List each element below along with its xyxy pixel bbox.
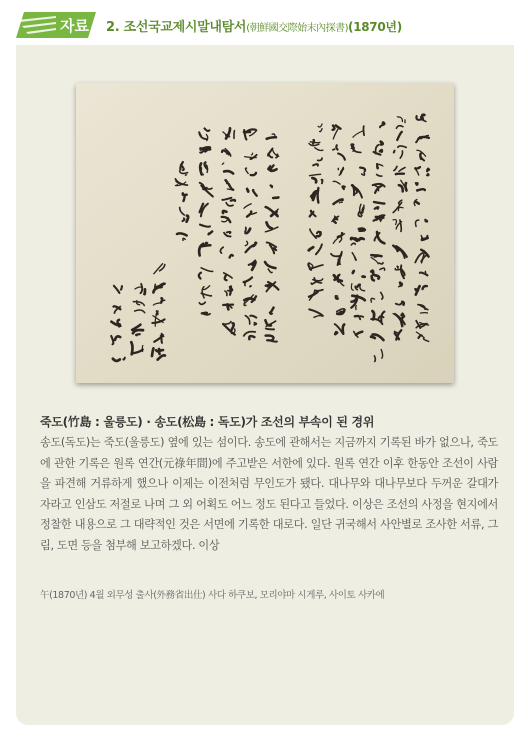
ink-character xyxy=(336,296,338,300)
title-main: 2. 조선국교제시말내탐서 xyxy=(106,20,247,35)
manuscript-image xyxy=(76,83,454,383)
section-title xyxy=(106,16,402,35)
title-hanja: (朝鮮國交際始末內探書) xyxy=(246,23,349,34)
caption-body: 송도(독도)는 죽도(울릉도) 옆에 있는 섬이다. 송도에 관해서는 지금까지 기록된 바가 없으나, 죽도에 관한 기록은 원록 연간(元祿年間)에 주고받은 서한에 있다. 원록 연간 이후 한동안 조선이 사람을 파견해 거류하게 했으나 이제는 이전처럼 무인도가 됐다. 대나무와 대나무보다 두꺼운 갈대가 자라고 인삼도 저절로 나며 그 외 어획도 어느 정도 된다고 들었다. 이상은 조선의 사정을 현지에서 정찰한 내용으로 그 대략적인 것은 서면에 기록한 대로다. 일단 귀국해서 사안별로 조사한 서류, 그림, 도면 등을 첨부해 보고하겠다. 이상 xyxy=(40,436,498,552)
title-year: (1870년) xyxy=(348,20,402,34)
section-header xyxy=(16,10,516,40)
tag-label: 자료 xyxy=(60,17,89,35)
material-tag xyxy=(16,12,116,36)
content-panel xyxy=(16,45,514,725)
ink-character xyxy=(359,228,365,230)
caption-title: 죽도(竹島 : 울릉도) · 송도(松島 : 독도)가 조선의 부속이 된 경위 xyxy=(40,415,375,429)
caption-source: 午(1870년) 4월 외무성 출사(外務省出仕) 사다 하쿠보, 모리야마 시게루, 사이토 사카에 xyxy=(40,590,385,601)
manuscript-drawing xyxy=(76,83,454,383)
